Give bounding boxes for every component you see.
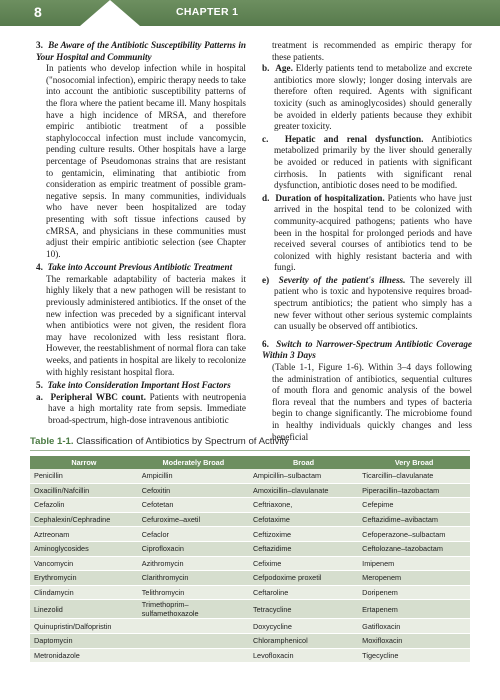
item-5 [36, 380, 246, 426]
item-heading: Switch to Narrower-Spectrum Antibiotic Coverage Within 3 Days [262, 338, 472, 361]
column-header: Moderately Broad [138, 456, 249, 469]
subitem-b [262, 63, 472, 133]
item-4 [36, 262, 246, 378]
table-cell: Linezolid [30, 600, 138, 619]
subitem-label: a. [36, 391, 43, 402]
header-bar [0, 0, 500, 26]
item-number: 5. [36, 380, 43, 391]
table-cell: Tetracycline [249, 600, 358, 619]
table-cell: Cefotetan [138, 498, 249, 513]
subitem-heading: Duration of hospitalization. [275, 192, 385, 203]
table-row [30, 571, 470, 586]
table-cell: Cefoxitin [138, 483, 249, 498]
table-cell: Cefixime [249, 556, 358, 571]
table-cell: Moxifloxacin [358, 633, 470, 648]
item-number: 4. [36, 262, 43, 273]
table-cell [138, 619, 249, 634]
table-title: Classification of Antibiotics by Spectrum of Activity [76, 436, 289, 447]
table-row [30, 619, 470, 634]
table-cell: Erythromycin [30, 571, 138, 586]
table-cell: Doxycycline [249, 619, 358, 634]
table-cell: Chloramphenicol [249, 633, 358, 648]
table-cell: Azithromycin [138, 556, 249, 571]
column-header: Broad [249, 456, 358, 469]
table-cell: Cefaclor [138, 527, 249, 542]
table-caption [30, 436, 470, 447]
table-cell: Amoxicillin–clavulanate [249, 483, 358, 498]
column-header: Very Broad [358, 456, 470, 469]
subitem-body: Elderly patients tend to metabolize and excrete antibiotics more slowly; longer dosing intervals are therefore often required. Agents with significant toxicity (such as aminoglycosides) should generally be avoided in elderly patients because they exhibit greater toxicity. [274, 63, 472, 132]
antibiotic-spectrum-table [30, 456, 470, 663]
table-row [30, 585, 470, 600]
table-row [30, 469, 470, 483]
table-cell: Oxacillin/Nafcillin [30, 483, 138, 498]
table-cell: Trimethoprim–sulfamethoxazole [138, 600, 249, 619]
table-cell: Ertapenem [358, 600, 470, 619]
item-body: (Table 1-1, Figure 1-6). Within 3–4 days following the administration of antibiotics, sequential cultures of mouth flora and genomic analysis of the bowel flora reveal that the numbers and types of bacteria begin to change significantly. The microbiome found in healthy individuals quickly changes and less beneficial [272, 362, 472, 442]
table-row [30, 648, 470, 663]
item-number: 6. [262, 338, 269, 349]
item-heading: Be Aware of the Antibiotic Susceptibility Patterns in Your Hospital and Community [36, 40, 246, 62]
table-cell: Ticarcillin–clavulanate [358, 469, 470, 483]
page-number: 8 [34, 4, 42, 20]
item-heading: Take into Consideration Important Host Factors [47, 380, 231, 391]
table-cell: Ampicillin–sulbactam [249, 469, 358, 483]
table-cell: Doripenem [358, 585, 470, 600]
subitem-heading: Age. [275, 63, 293, 74]
column-header: Narrow [30, 456, 138, 469]
table-cell [138, 633, 249, 648]
subitem-c [262, 134, 472, 192]
subitem-body: The severely ill patient who is toxic and hypotensive requires broad-spectrum antibiotics; the patient who simply has a new fever without other serious systemic complaints can usually be observed off antibiotics. [274, 274, 472, 332]
table-cell: Metronidazole [30, 648, 138, 663]
table-cell: Cefepime [358, 498, 470, 513]
header-notch [80, 0, 140, 26]
subitem-heading: Hepatic and renal dysfunction. [284, 133, 424, 144]
subitem-label: b. [262, 63, 270, 74]
subitem-e [262, 275, 472, 333]
right-column [262, 40, 472, 445]
subitem-body: Patients with neutropenia have a high mortality rate from sepsis. Immediate broad-spectrum, high-dose intravenous antibiotic [48, 391, 247, 425]
subitem-heading: Severity of the patient's illness. [278, 274, 406, 285]
table-row [30, 556, 470, 571]
table-rule [30, 450, 470, 451]
table-row [30, 483, 470, 498]
table-body [30, 469, 470, 663]
table-cell: Tigecycline [358, 648, 470, 663]
item-body: In patients who develop infection while in hospital ("nosocomial infection), empiric therapy needs to take into account the antibiotic susceptibility patterns of the flora where the patient became ill. Many hospitals have a high incidence of MRSA, and therefore empiric antibiotic treatment of a possible staphylococcal infection must include vancomycin, pending culture results. Other hospitals have a large percentage of Pseudomonas strains that are resistant to gentamicin, eliminating that antibiotic from consideration as empiric treatment of possible gram-negative sepsis. In many communities, individuals who have never been hospitalized are today presenting with soft tissue infections caused by cMRSA, and physicians in these communities must adjust their empiric antibiotic selection (see Chapter 10). [46, 63, 246, 259]
table-cell: Penicillin [30, 469, 138, 483]
table-cell: Quinupristin/Dalfopristin [30, 619, 138, 634]
page-header [0, 0, 500, 26]
table-label: Table 1-1. [30, 436, 74, 447]
continued-text: treatment is recommended as empiric therapy for these patients. [272, 40, 472, 62]
item-heading: Take into Account Previous Antibiotic Treatment [47, 262, 233, 273]
table-cell: Ceftizoxime [249, 527, 358, 542]
table-row [30, 600, 470, 619]
table-cell: Ceftaroline [249, 585, 358, 600]
subitem-heading: Peripheral WBC count. [50, 391, 146, 402]
table-cell: Piperacillin–tazobactam [358, 483, 470, 498]
table-cell: Ampicillin [138, 469, 249, 483]
table-cell [138, 648, 249, 663]
table-cell: Levofloxacin [249, 648, 358, 663]
table-cell: Clindamycin [30, 585, 138, 600]
table-cell: Ceftolozane–tazobactam [358, 541, 470, 556]
table-cell: Cefpodoxime proxetil [249, 571, 358, 586]
subitem-label: c. [262, 133, 269, 144]
subitem-body: Antibiotics metabolized primarily by the liver should generally be avoided or reduced in patients with significant cirrhosis. In patients with significant renal dysfunction, antibiotic doses need to be modified. [274, 133, 472, 191]
item-number: 3. [36, 40, 43, 50]
table-cell: Ceftriaxone, [249, 498, 358, 513]
table-cell: Aztreonam [30, 527, 138, 542]
table-cell: Cefoperazone–sulbactam [358, 527, 470, 542]
table-cell: Telithromycin [138, 585, 249, 600]
table-cell: Daptomycin [30, 633, 138, 648]
table-cell: Ceftazidime [249, 541, 358, 556]
table-cell: Cephalexin/Cephradine [30, 512, 138, 527]
item-3 [36, 40, 246, 260]
subitem-label: e) [262, 274, 270, 285]
table-cell: Cefotaxime [249, 512, 358, 527]
table-row [30, 633, 470, 648]
table-cell: Cefuroxime–axetil [138, 512, 249, 527]
table-header-row [30, 456, 470, 469]
table-cell: Ceftazidime–avibactam [358, 512, 470, 527]
subitem-label: d. [262, 192, 270, 203]
table-row [30, 541, 470, 556]
table-cell: Meropenem [358, 571, 470, 586]
table-cell: Cefazolin [30, 498, 138, 513]
table-row [30, 512, 470, 527]
subitem-d [262, 193, 472, 274]
subitem-a [36, 392, 246, 427]
table-cell: Gatifloxacin [358, 619, 470, 634]
table-cell: Clarithromycin [138, 571, 249, 586]
subitem-body: Patients who have just arrived in the hospital tend to be colonized with community-acquired pathogens; patients who have been in the hospital for prolonged periods and have received several courses of antibiotics tend to be colonized with highly resistant bacteria and with fungi. [274, 192, 473, 273]
table-cell: Aminoglycosides [30, 541, 138, 556]
table-row [30, 498, 470, 513]
left-column [36, 40, 246, 429]
table-cell: Vancomycin [30, 556, 138, 571]
table-cell: Ciprofloxacin [138, 541, 249, 556]
table-row [30, 527, 470, 542]
chapter-title: CHAPTER 1 [176, 6, 239, 18]
item-body: The remarkable adaptability of bacteria makes it highly likely that a new pathogen will be resistant to previously administered antibiotics. If the onset of the new infection was preceded by a significant interval when antibiotics were not given, the resident flora may have recolonized with less resistant flora. However, the reestablishment of normal flora can take weeks, and patients in hospital are likely to recolonize with highly resistant hospital flora. [46, 273, 246, 377]
item-6 [262, 339, 472, 443]
table-cell: Imipenem [358, 556, 470, 571]
